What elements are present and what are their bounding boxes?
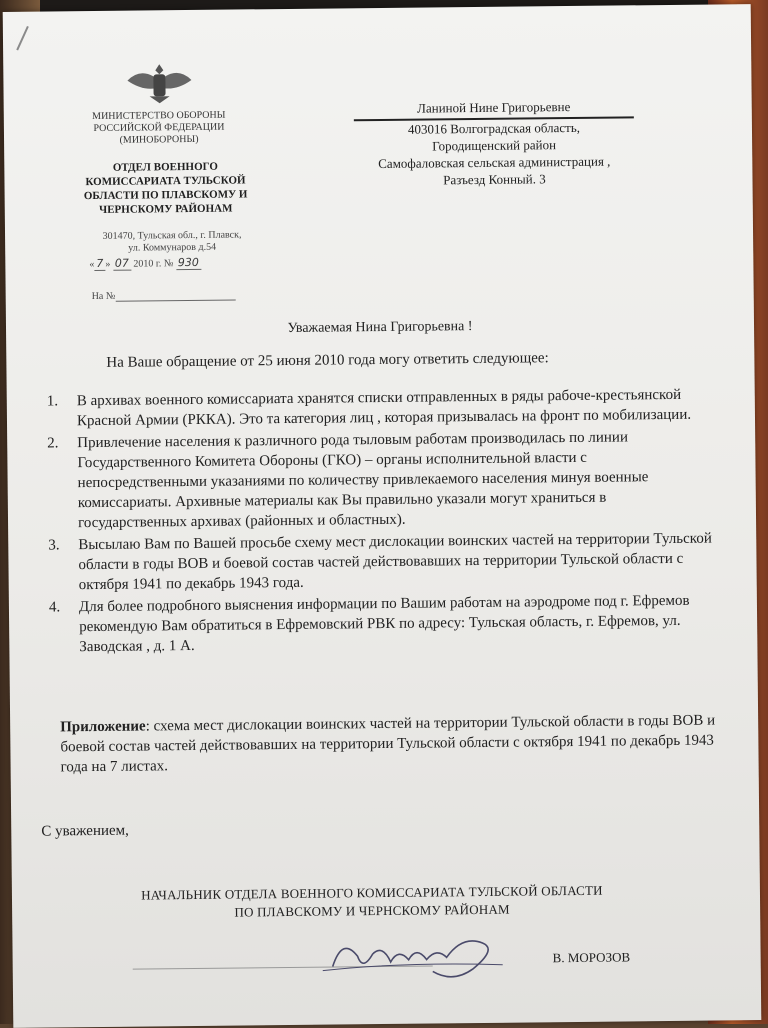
recipient-name: Ланиной Нине Григорьевне xyxy=(354,97,634,121)
date-open-quote: « xyxy=(89,258,95,271)
department-line: ОТДЕЛ ВОЕННОГО xyxy=(112,160,218,174)
list-item xyxy=(47,426,718,533)
closing-regards: С уважением, xyxy=(41,822,129,840)
reference-line xyxy=(92,289,252,302)
date-day: 7 xyxy=(94,257,105,271)
item-text: В архивах военного комиссариата хранятся списки отправленных в ряды рабоче-крестьянской Красной Армии (РККА). Это та категория лиц , которая призывалась на фронт по мобилизации. xyxy=(76,386,692,430)
item-number: 1. xyxy=(46,393,59,410)
attachment-label: Приложение xyxy=(60,718,146,736)
address-line: 301470, Тульская обл., г. Плавск, xyxy=(102,229,242,242)
date-close-quote: » xyxy=(105,258,111,270)
recipient-address-line: Самофаловская сельская администрация , xyxy=(378,153,611,172)
double-headed-eagle-icon xyxy=(119,60,199,105)
attachment-note xyxy=(60,710,721,777)
item-number: 2. xyxy=(47,435,59,452)
letter-paper xyxy=(3,4,762,1028)
list-item xyxy=(47,384,717,431)
signer-name: В. МОРОЗОВ xyxy=(552,949,631,966)
department-line: ЧЕРНСКОМУ РАЙОНАМ xyxy=(99,202,233,216)
recipient-address-line: Городищенский район xyxy=(432,137,557,154)
ministry-line: РОССИЙСКОЙ ФЕДЕРАЦИИ xyxy=(93,121,225,135)
list-item xyxy=(48,528,719,595)
reference-blank xyxy=(115,300,235,302)
department-name xyxy=(70,159,261,217)
item-text: Высылаю Вам по Вашей просьбе схему мест дислокации воинских частей на территории Тульской области в годы ВОВ и боевой состав частей действовавших на территории Тульской области с октября 1941 по декабрь 1943 года. xyxy=(78,530,712,594)
item-number: 3. xyxy=(48,537,60,554)
outgoing-number: 930 xyxy=(176,256,201,270)
list-item xyxy=(49,590,720,657)
handwritten-signature xyxy=(312,925,513,987)
item-number: 4. xyxy=(48,599,61,616)
staple xyxy=(16,26,39,55)
ministry-line: (МИНОБОРОНЫ) xyxy=(119,133,199,146)
address-line: ул. Коммунаров д.54 xyxy=(128,241,217,254)
item-text: Привлечение населения к различного рода тыловым работам производилась по линии Государственного Комитета Обороны (ГКО) – органы исполнительной власти с непосредственными указаниями по количеству привлекаемого населения минуя военные комиссариаты. Архивные материалы как Вы правильно указали могут храниться в государственных архивах (районных и областных). xyxy=(77,429,649,532)
signer-title-line: НАЧАЛЬНИК ОТДЕЛА ВОЕННОГО КОМИССАРИАТА ТУЛЬСКОЙ ОБЛАСТИ xyxy=(141,882,603,903)
department-line: ОБЛАСТИ ПО ПЛАВСКОМУ И xyxy=(83,188,248,203)
reference-label: На № xyxy=(91,290,116,303)
ministry-line: МИНИСТЕРСТВО ОБОРОНЫ xyxy=(92,109,226,123)
attachment-text: : схема мест дислокации воинских частей на территории Тульской области в годы ВОВ и боевой состав частей действовавших на территории Тульской области с октября 1941 по декабрь 1943 года на 7 листах. xyxy=(60,712,716,776)
signer-title-line: ПО ПЛАВСКОМУ И ЧЕРНСКОМУ РАЙОНАМ xyxy=(234,901,510,920)
recipient-block xyxy=(354,97,635,189)
recipient-address-line: Разъезд Конный. 3 xyxy=(443,171,546,188)
outgoing-date-number xyxy=(89,255,289,271)
item-text: Для более подробного выяснения информации по Вашим работам на аэродроме под г. Ефремов рекомендую Вам обратиться в Ефремовский РВК по адресу: Тульская область, г. Ефремов, ул. Заводская , д. 1 А. xyxy=(78,592,690,656)
department-line: КОМИССАРИАТА ТУЛЬСКОЙ xyxy=(85,174,246,189)
greeting: Уважаемая Нина Григорьевна ! xyxy=(287,319,473,336)
response-list xyxy=(47,384,720,659)
recipient-address-line: 403016 Волгоградская область, xyxy=(407,119,581,137)
date-month: 07 xyxy=(113,257,131,271)
department-address xyxy=(77,229,267,255)
intro-paragraph: На Ваше обращение от 25 июня 2010 года могу ответить следующее: xyxy=(106,350,549,371)
ministry-name xyxy=(74,109,244,147)
date-year-label: 2010 г. № xyxy=(133,258,174,270)
signer-title xyxy=(72,881,672,923)
